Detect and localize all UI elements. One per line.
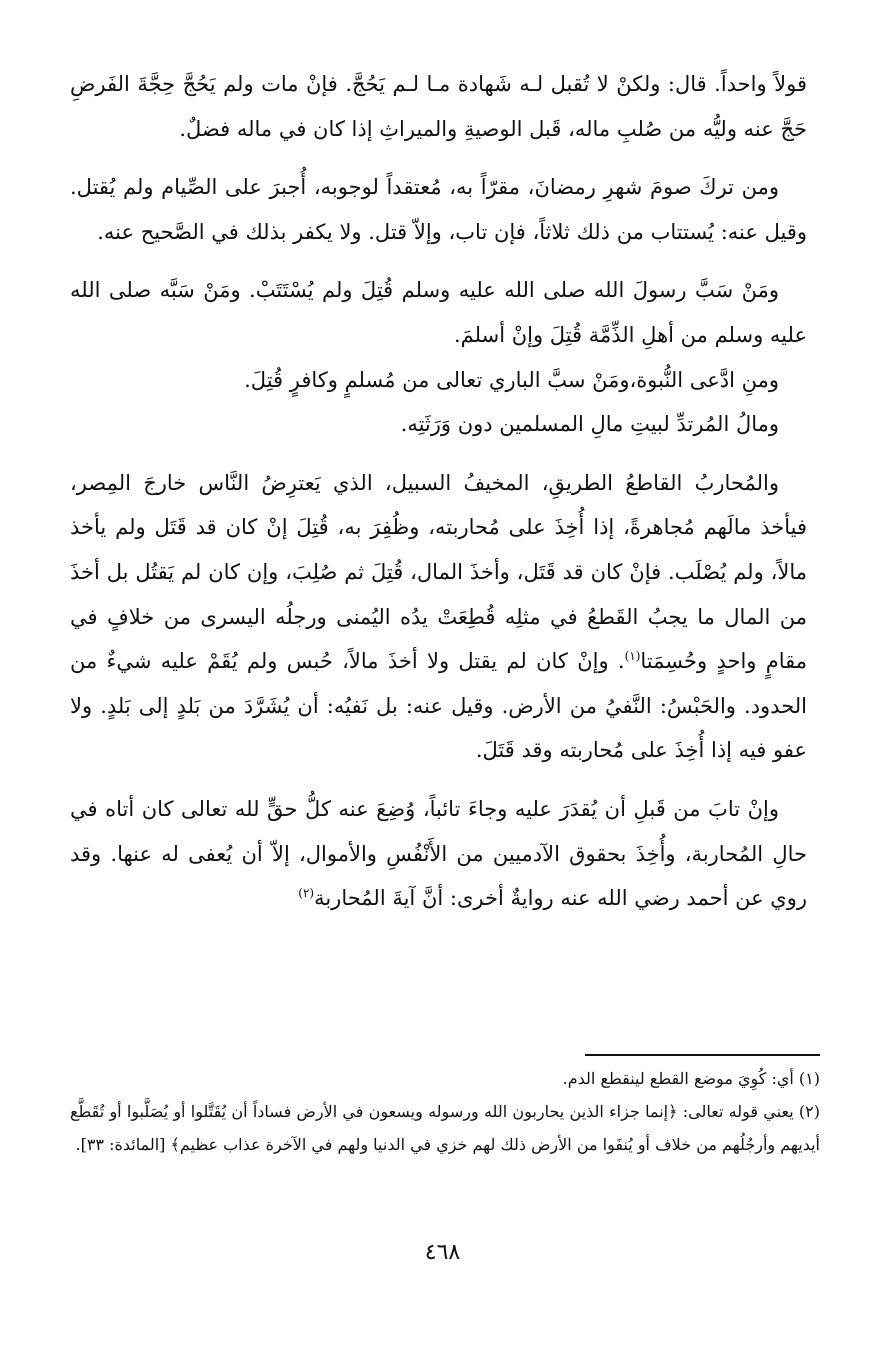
- paragraph-apostate-property: ومالُ المُرتدِّ لبيتِ مالِ المسلمين دون وَرَثَتِه.: [400, 412, 779, 437]
- paragraph-highway-robber: [70, 461, 807, 773]
- footnote-ref-1: (١): [624, 649, 641, 664]
- footnote-ref-2: (٢): [298, 886, 315, 901]
- footnote-1: (١) أي: كُوِيَ موضع القطع لينقطع الدم.: [562, 1069, 820, 1088]
- main-text: [70, 62, 807, 935]
- footnote-2: (٢) يعني قوله تعالى: ﴿إنما جزاء الذين يحاربون الله ورسوله ويسعون في الأرض فساداً أن يُقَتَّلوا أو يُصَلَّبوا أو تُقَطَّع أيديهم وأرجُلُهم من خلاف أو يُنفَوا من الأرض ذلك لهم خزي في الدنيا ولهم في الآخرة عذاب عظيم﴾ [المائدة: ٣٣].: [70, 1102, 820, 1154]
- paragraph-insulting-prophet: ومَنْ سَبَّ رسولَ الله صلى الله عليه وسلم قُتِلَ ولم يُسْتَتَبْ. ومَنْ سَبَّه صلى الله عليه وسلم من أهلِ الذِّمَّة قُتِلَ وإنْ أسلمَ.: [70, 278, 807, 347]
- paragraph-repentance: [70, 787, 807, 921]
- footnote-separator: [585, 1054, 820, 1056]
- paragraph-claiming-prophethood: ومنِ ادَّعى النُّبوة،ومَنْ سبَّ الباري تعالى من مُسلمٍ وكافرٍ قُتِلَ.: [244, 367, 779, 392]
- robber-text-part-1: والمُحاربُ القاطعُ الطريقِ، المخيفُ السبيل، الذي يَعترِضُ النَّاس خارجَ المِصر، فيأخذ مالَهم مُجاهرةً، إذا أُخِذَ على مُحاربته، وظُفِرَ به، قُتِلَ إنْ كان قد قَتَل ولم يأخذ مالاً، ولم يُصْلَب. فإنْ كان قد قَتَل، وأخذَ المال، قُتِلَ ثم صُلِبَ، وإن كان لم يَقتُل بل أخذَ من المال ما يجبُ القَطعُ في مثلِه قُطِعَتْ يدُه اليُمنى ورجلُه اليسرى من خلافٍ في مقامٍ واحدٍ وحُسِمَتا: [70, 470, 807, 674]
- paragraph-hajj: قولاً واحداً. قال: ولكنْ لا تُقبل لـه شَهادة مـا لـم يَحُجَّ. فإنْ مات ولم يَحُجَّ حِجَّةَ الفَرضِ حَجَّ عنه وليُّه من صُلبِ ماله، قَبل الوصيةِ والميراثِ إذا كان في ماله فضلٌ.: [70, 72, 807, 141]
- footnotes: [70, 1062, 820, 1161]
- page-number: ٤٦٨: [424, 1240, 461, 1265]
- robber-text-part-2: . وإنْ كان لم يقتل ولا أخذَ مالاً، حُبس ولم يُقَمْ عليه شيءٌ من الحدود. والحَبْسُ: النَّفيُ من الأرض. وقيل عنه: بل نَفيُه: أن يُشَرَّدَ من بَلدٍ إلى بَلدٍ. ولا عفو فيه إذا أُخِذَ على مُحاربته وقد قَتَلَ.: [70, 649, 807, 763]
- repentance-text: وإنْ تابَ من قَبلِ أن يُقدَرَ عليه وجاءَ تائباً، وُضِعَ عنه كلُّ حقٍّ لله تعالى كان أتاه في حالِ المُحاربة، وأُخِذَ بحقوق الآدميين من الأَنْفُسِ والأموال، إلاّ أن يُعفى له عنها. وقد روي عن أحمد رضي الله عنه روايةٌ أخرى: أنَّ آيةَ المُحاربة: [70, 796, 807, 911]
- paragraph-ramadan-fasting: ومن تركَ صومَ شهرِ رمضانَ، مقرّاً به، مُعتقداً لوجوبه، أُجبرَ على الصِّيام ولم يُقتل. وقيل عنه: يُستتاب من ذلك ثلاثاً، فإن تاب، وإلاّ قتل. ولا يكفر بذلك في الصَّحيح عنه.: [70, 175, 807, 244]
